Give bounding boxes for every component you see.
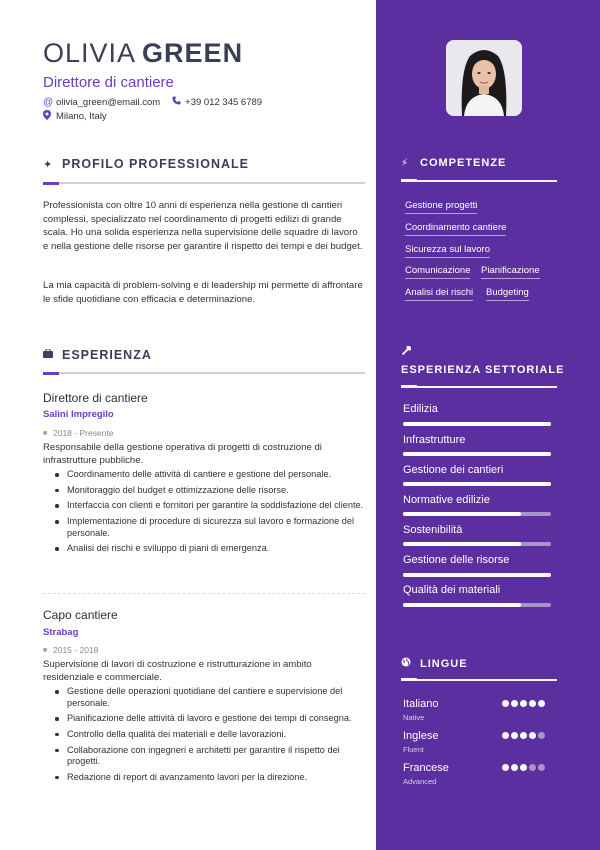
level-dot-filled bbox=[529, 700, 536, 707]
language-dots bbox=[502, 700, 545, 707]
experience-heading bbox=[43, 348, 152, 362]
level-dot-empty bbox=[538, 764, 545, 771]
sector-level-bar bbox=[403, 452, 551, 456]
language-name: Italiano bbox=[403, 698, 439, 710]
phone-item bbox=[172, 96, 262, 108]
languages-rule bbox=[401, 679, 557, 681]
language-level: Advanced bbox=[403, 777, 437, 786]
profile-title: PROFILO PROFESSIONALE bbox=[62, 157, 249, 171]
level-dot-filled bbox=[511, 764, 518, 771]
experience-rule bbox=[43, 372, 365, 374]
location-text: Milano, Italy bbox=[56, 111, 107, 122]
profile-rule bbox=[43, 182, 365, 184]
level-dot-filled bbox=[511, 732, 518, 739]
sector-level-bar bbox=[403, 573, 551, 577]
phone-text: +39 012 345 6789 bbox=[185, 96, 263, 108]
list-item: Coordinamento delle attività di cantiere e gestione del personale. bbox=[67, 469, 367, 481]
job-dates bbox=[43, 645, 98, 655]
company-name: Salini Impregilo bbox=[43, 409, 114, 420]
sector-item-name: Infrastrutture bbox=[403, 434, 466, 446]
skill-tag: Analisi dei rischi bbox=[405, 287, 473, 301]
company-name: Strabag bbox=[43, 627, 79, 638]
level-dot-filled bbox=[520, 732, 527, 739]
skill-tag: Budgeting bbox=[486, 287, 529, 301]
email-text: olivia_green@email.com bbox=[56, 96, 161, 108]
language-name: Inglese bbox=[403, 730, 439, 742]
list-item: Collaborazione con ingegneri e architetti per garantire il rispetto dei progetti. bbox=[67, 745, 367, 768]
skill-tag: Sicurezza sul lavoro bbox=[405, 244, 490, 258]
level-dot-empty bbox=[529, 764, 536, 771]
job-dates bbox=[43, 428, 113, 438]
sector-item-name: Qualità dei materiali bbox=[403, 584, 501, 596]
sector-item-name: Normative edilizie bbox=[403, 494, 490, 506]
level-dot-empty bbox=[538, 732, 545, 739]
sector-heading bbox=[401, 364, 564, 376]
level-dot-filled bbox=[511, 700, 518, 707]
sparkle-icon: ✦ bbox=[43, 158, 54, 171]
dates-text: 2015 - 2018 bbox=[53, 645, 99, 655]
globe-icon bbox=[401, 657, 420, 670]
sector-item-name: Sostenibilità bbox=[403, 524, 463, 536]
map-pin-icon bbox=[43, 110, 56, 123]
briefcase-icon bbox=[43, 349, 62, 361]
list-item: Pianificazione delle attività di lavoro e gestione dei tempi di consegna. bbox=[67, 713, 367, 725]
list-item: Monitoraggio del budget e ottimizzazione delle risorse. bbox=[67, 485, 367, 497]
calendar-icon: ■ bbox=[43, 646, 48, 654]
last-name: GREEN bbox=[142, 38, 244, 68]
level-dot-filled bbox=[502, 764, 509, 771]
sector-item-name: Gestione dei cantieri bbox=[403, 464, 504, 476]
language-name: Francese bbox=[403, 762, 449, 774]
level-dot-filled bbox=[502, 700, 509, 707]
list-item: Implementazione di procedure di sicurezza sul lavoro e formazione del personale. bbox=[67, 516, 367, 539]
list-item: Analisi dei rischi e sviluppo di piani di emergenza. bbox=[67, 543, 367, 555]
level-dot-filled bbox=[538, 700, 545, 707]
location-row bbox=[43, 110, 107, 123]
sector-level-bar bbox=[403, 422, 551, 426]
job-role: Direttore di cantiere bbox=[43, 74, 174, 91]
sector-level-bar bbox=[403, 603, 551, 607]
sector-level-bar bbox=[403, 482, 551, 486]
list-item: Gestione delle operazioni quotidiane del cantiere e supervisione del personale. bbox=[67, 686, 367, 709]
level-dot-filled bbox=[529, 732, 536, 739]
skill-tag: Coordinamento cantiere bbox=[405, 222, 506, 236]
list-item: Redazione di report di avanzamento lavori per la direzione. bbox=[67, 772, 367, 784]
job-bullets bbox=[67, 686, 367, 787]
job-description: Supervisione di lavori di costruzione e ristrutturazione in ambito residenziale e commerciale. bbox=[43, 659, 312, 683]
job-title: Capo cantiere bbox=[43, 608, 118, 622]
contact-row bbox=[43, 96, 262, 108]
sector-rule bbox=[401, 386, 557, 388]
list-item: Interfaccia con clienti e fornitori per garantire la soddisfazione del cliente. bbox=[67, 500, 367, 512]
profile-paragraph-2: La mia capacità di problem-solving e di leadership mi permette di affrontare le sfide quotidiane con efficacia e determinazione. bbox=[43, 280, 363, 305]
profile-heading bbox=[43, 157, 249, 171]
avatar bbox=[446, 40, 522, 116]
language-dots bbox=[502, 732, 545, 739]
experience-title: ESPERIENZA bbox=[62, 348, 152, 362]
phone-icon bbox=[172, 96, 185, 108]
sector-icon-row bbox=[401, 346, 420, 359]
skill-tag: Pianificazione bbox=[481, 265, 540, 279]
first-name: OLIVIA bbox=[43, 38, 137, 68]
calendar-icon: ■ bbox=[43, 429, 48, 437]
skill-tag: Gestione progetti bbox=[405, 200, 477, 214]
job-bullets bbox=[67, 469, 367, 559]
skills-heading bbox=[401, 157, 506, 169]
full-name bbox=[43, 38, 243, 69]
language-level: Native bbox=[403, 713, 425, 722]
job-divider bbox=[43, 593, 365, 594]
skills-rule bbox=[401, 180, 557, 182]
dates-text: 2018 - Presente bbox=[53, 428, 114, 438]
language-dots bbox=[502, 764, 545, 771]
job-title: Direttore di cantiere bbox=[43, 391, 148, 405]
sector-item-name: Edilizia bbox=[403, 403, 438, 415]
sector-title: ESPERIENZA SETTORIALE bbox=[401, 364, 565, 376]
skill-tag: Comunicazione bbox=[405, 265, 470, 279]
language-level: Fluent bbox=[403, 745, 424, 754]
languages-heading bbox=[401, 657, 468, 670]
bolt-icon: ⚡ bbox=[401, 157, 410, 169]
level-dot-filled bbox=[520, 764, 527, 771]
languages-title: LINGUE bbox=[420, 657, 468, 670]
profile-paragraph-1: Professionista con oltre 10 anni di esperienza nella gestione di cantieri complessi, specializzato nel coordinamento di progetti edilizi di grande scala. Ho una solida esperienza nella supervisione delle squadre di lavoro e nella gestione delle risorse per garantire il rispetto dei tempi e dei budget. bbox=[43, 200, 363, 252]
list-item: Controllo della qualità dei materiali e delle lavorazioni. bbox=[67, 729, 367, 741]
skills-title: COMPETENZE bbox=[420, 157, 507, 169]
at-icon: @ bbox=[43, 96, 54, 108]
sector-level-bar bbox=[403, 512, 551, 516]
job-description: Responsabile della gestione operativa di progetti di costruzione di infrastrutture pubbliche. bbox=[43, 442, 322, 466]
sector-item-name: Gestione delle risorse bbox=[403, 554, 510, 566]
level-dot-filled bbox=[520, 700, 527, 707]
wrench-icon bbox=[401, 346, 420, 359]
level-dot-filled bbox=[502, 732, 509, 739]
sector-level-bar bbox=[403, 542, 551, 546]
